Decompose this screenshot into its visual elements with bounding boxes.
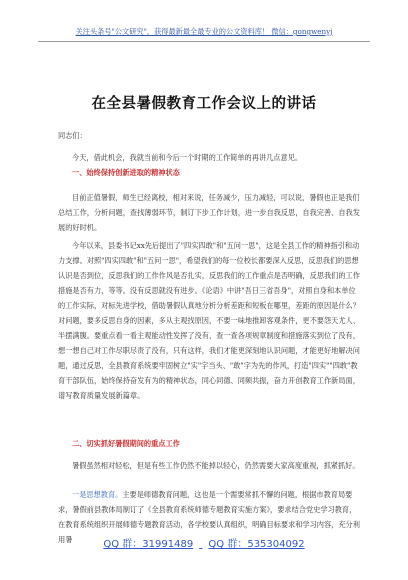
section2-lead: 一是思想教育。	[72, 490, 123, 499]
section-heading-2: 二、切实抓好暑假期间的重点工作	[72, 439, 180, 448]
footer-qq-group-2[interactable]: QQ 群：535304092	[208, 539, 305, 550]
footer-qq-group-1[interactable]: QQ 群：31991489	[103, 539, 194, 550]
greeting: 同志们：	[58, 131, 87, 140]
header-link[interactable]: 关注头条号"公文研究"，获得最新最全最专业的公文资料库！ 微信：gongwenyj	[75, 27, 333, 36]
section2-paragraph-1: 暑假虽然相对轻松，但是有些工作仍然不能掉以轻心，仍然需要大家高度重视，抓紧抓好。	[72, 461, 360, 470]
intro-paragraph: 今天，借此机会，我就当前和今后一个时期的工作简单的再讲几点意见。	[72, 153, 303, 162]
section1-paragraph-1: 目前正值暑假，师生已经离校，相对来说，任务减少，压力减轻，可以说，暑假也正是我们总结工作，分析问题，查找薄弱环节，制订下步工作计划，进一步自我反思，自我完善、自我发展的好时机。	[58, 193, 360, 232]
header-divider	[38, 41, 370, 42]
section1-paragraph-2: 今年以来，县委书记xx先后提出了"四实四敢"和"五问一思"，这是全县工作的精神指引和动力支撑。对照"四实四敢"和"五问一思"，希望我们的每一位校长都要深入反思，反思我们的思想认识是否到位，反思我们的工作作风是否扎实，反思我们的工作重点是否明确，反思我们的工作措施是否有力，等等。没有反思就没有进步。《论语》中讲"吾日三省吾身"，对照自身和本单位的工作实际，对标先进学校，借助暑假认真地分析分析差距和短板在哪里，差距的原因是什么？对问题，要多反思自身的因素，多从主观找原因，不要一味地推卸客观条件，更不要怨天尤人、半摆满腹。要重点看一看主观能动性发挥了没有，查一查各项规章制度和措施落实到位了没有，想一想自己对工作尽职尽责了没有，只有这样，我们才能更深刻地认识问题，才能更好地解决问题，通过反思，全县教育系统要牢固树立"实"字当头、"敢"字为先的作风，打造"四实""四敢"教育干部队伍，始终保持奋发有为的精神状态，同心同德、同频共振，奋力开创教育工作新局面，谱写教育质量发展新篇章。	[58, 241, 360, 400]
document-title: 在全县暑假教育工作会议上的讲话	[91, 96, 317, 112]
section-heading-1: 一、始终保持创新进取的精神状态	[72, 168, 180, 177]
section2-paragraph-2-text: 主要是师德教育问题，这也是一个需要常抓不懈的问题，根据市教育局要求，暑假前县教体局制订了《全县教育系统师德专题教育实施方案》，要求结合党史学习教育，在教育系统组织开展师德专题教育活动，各学校要认真组织，明确目标要求和学习内容，充分利用暑	[58, 490, 360, 544]
footer-contacts	[0, 535, 408, 550]
